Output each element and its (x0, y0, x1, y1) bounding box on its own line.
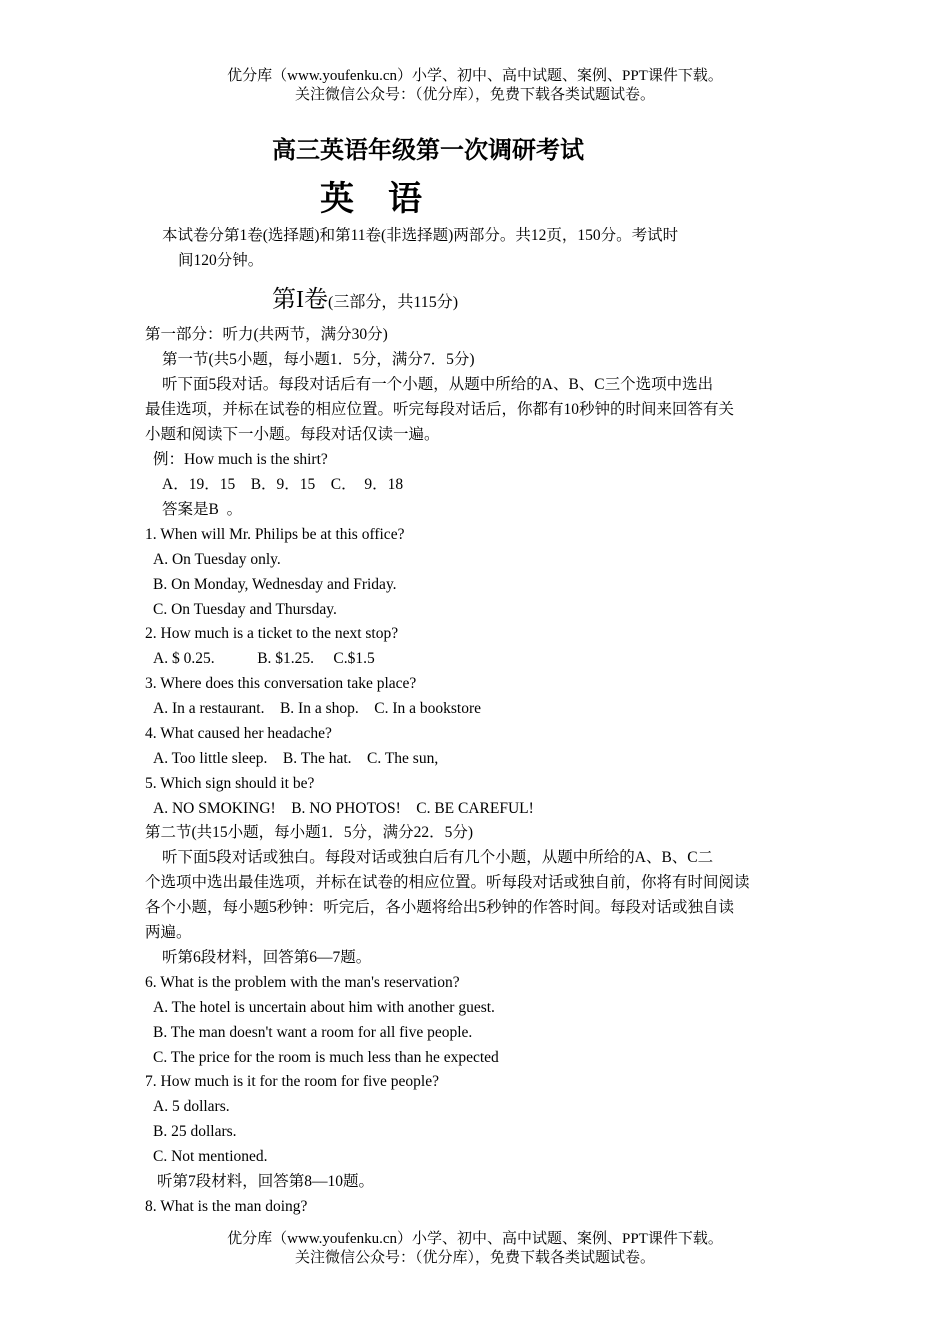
group-7-heading: 听第7段材料，回答第8—10题。 (157, 1173, 375, 1190)
subject-title: 英 语 (320, 181, 422, 218)
question-5: 5. Which sign should it be? (145, 775, 315, 792)
question-6-option-c: C. The price for the room is much less than he expected (153, 1049, 499, 1066)
section2-instructions-2: 个选项中选出最佳选项，并标在试卷的相应位置。听每段对话或独自前，你将有时间阅读 (145, 874, 750, 891)
question-1-option-b: B. On Monday, Wednesday and Friday. (153, 576, 397, 593)
section1-instructions-2: 最佳选项，并标在试卷的相应位置。听完每段对话后，你都有10秒钟的时间来回答有关 (145, 401, 735, 418)
volume-title: 第I卷 (272, 287, 328, 313)
page-footer-line-2: 关注微信公众号：（优分库），免费下载各类试题试卷。 (294, 1250, 655, 1266)
section1-instructions-1: 听下面5段对话。每段对话后有一个小题，从题中所给的A、B、C三个选项中选出 (162, 376, 714, 393)
volume-note: (三部分，共115分) (328, 294, 459, 311)
example-options: A．19．15 B．9．15 C． 9．18 (162, 476, 404, 493)
question-7-option-b: B. 25 dollars. (153, 1123, 237, 1140)
question-7-option-c: C. Not mentioned. (153, 1148, 268, 1165)
question-6: 6. What is the problem with the man's reservation? (145, 974, 460, 991)
section2-instructions-3: 各个小题，每小题5秒钟：听完后，各小题将给出5秒钟的作答时间。每段对话或独自读 (145, 899, 735, 916)
exam-title: 高三英语年级第一次调研考试 (272, 138, 584, 164)
question-1-option-c: C. On Tuesday and Thursday. (153, 601, 337, 618)
section2-title: 第二节(共15小题，每小题1．5分，满分22．5分) (145, 824, 474, 841)
page-footer-line-1: 优分库（www.youfenku.cn）小学、初中、高中试题、案例、PPT课件下载。 (227, 1231, 723, 1247)
page-header-line-1: 优分库（www.youfenku.cn）小学、初中、高中试题、案例、PPT课件下载。 (227, 68, 723, 84)
section2-instructions-4: 两遍。 (145, 924, 192, 941)
section2-instructions-1: 听下面5段对话或独白。每段对话或独白后有几个小题，从题中所给的A、B、C二 (162, 849, 714, 866)
intro-line-1: 本试卷分第1卷(选择题)和第11卷(非选择题)两部分。共12页，150分。考试时 (162, 227, 679, 244)
question-4: 4. What caused her headache? (145, 725, 332, 742)
part1-title: 第一部分：听力(共两节，满分30分) (145, 326, 388, 343)
question-3-options: A. In a restaurant. B. In a shop. C. In a bookstore (153, 700, 482, 717)
question-6-option-a: A. The hotel is uncertain about him with another guest. (153, 999, 495, 1016)
group-6-heading: 听第6段材料，回答第6—7题。 (162, 949, 372, 966)
question-1: 1. When will Mr. Philips be at this office? (145, 526, 405, 543)
volume-heading (272, 285, 458, 318)
section1-title: 第一节(共5小题，每小题1．5分，满分7．5分) (162, 351, 475, 368)
question-6-option-b: B. The man doesn't want a room for all five people. (153, 1024, 473, 1041)
question-7: 7. How much is it for the room for five people? (145, 1073, 439, 1090)
question-2-options: A. $ 0.25. B. $1.25. C.$1.5 (153, 650, 375, 667)
question-3: 3. Where does this conversation take place? (145, 675, 417, 692)
page-header-line-2: 关注微信公众号：（优分库），免费下载各类试题试卷。 (294, 87, 655, 103)
question-2: 2. How much is a ticket to the next stop? (145, 625, 399, 642)
example-answer: 答案是B 。 (162, 501, 243, 518)
question-1-option-a: A. On Tuesday only. (153, 551, 281, 568)
question-5-options: A. NO SMOKING! B. NO PHOTOS! C. BE CAREFUL! (153, 800, 534, 817)
question-7-option-a: A. 5 dollars. (153, 1098, 230, 1115)
example-question: 例：How much is the shirt? (153, 451, 328, 468)
question-8: 8. What is the man doing? (145, 1198, 308, 1215)
question-4-options: A. Too little sleep. B. The hat. C. The sun, (153, 750, 439, 767)
intro-line-2: 间120分钟。 (178, 252, 264, 269)
section1-instructions-3: 小题和阅读下一小题。每段对话仅读一遍。 (145, 426, 440, 443)
